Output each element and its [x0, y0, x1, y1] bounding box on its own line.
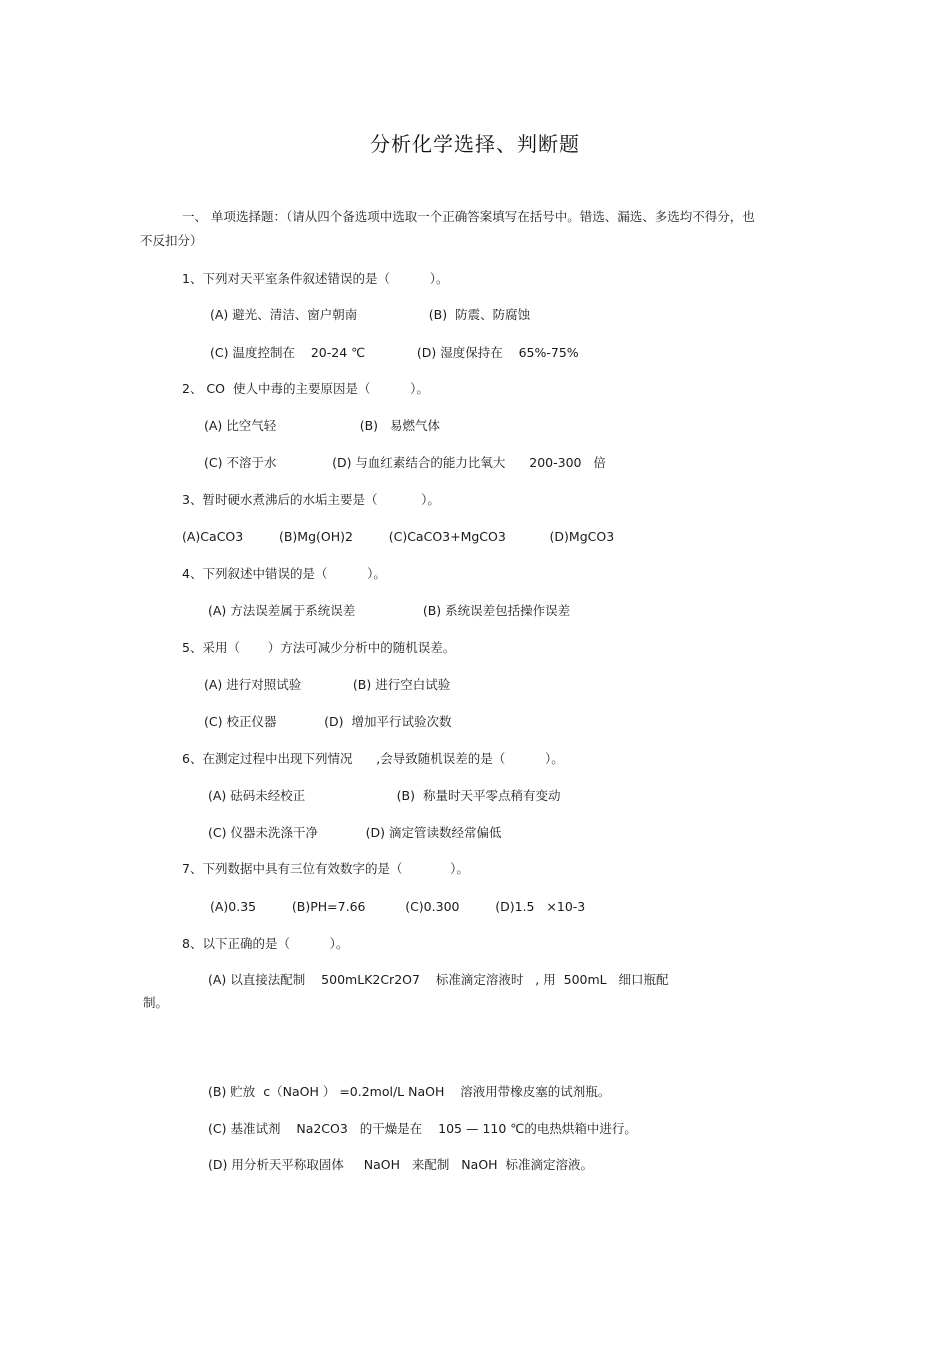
option-line: (C) 基准试剂 Na2CO3 的干燥是在 105 — 110 ℃的电热烘箱中进行。: [208, 1121, 637, 1136]
option-line: (C) 温度控制在 20-24 ℃ (D) 湿度保持在 65%-75%: [210, 345, 579, 360]
question-stem: 5、采用（ ）方法可减少分析中的随机误差。: [182, 640, 456, 655]
question-stem: 3、暂时硬水煮沸后的水垢主要是（ ）。: [182, 492, 440, 507]
question-stem: 2、 CO 使人中毒的主要原因是（ ）。: [182, 381, 429, 396]
option-line: (A) 避光、清洁、窗户朝南 (B) 防震、防腐蚀: [210, 307, 531, 322]
option-line: (B) 贮放 c（NaOH ） =0.2mol/L NaOH 溶液用带橡皮塞的试剂瓶。: [208, 1084, 611, 1099]
option-line: (C) 仪器未洗涤干净 (D) 滴定管读数经常偏低: [208, 825, 502, 840]
option-line: (A)0.35 (B)PH=7.66 (C)0.300 (D)1.5 ×10-3: [210, 899, 586, 914]
page-title: 分析化学选择、判断题: [370, 132, 580, 156]
question-stem: 4、下列叙述中错误的是（ ）。: [182, 566, 386, 581]
option-line: (D) 用分析天平称取固体 NaOH 来配制 NaOH 标准滴定溶液。: [208, 1157, 594, 1172]
option-line: (A)CaCO3 (B)Mg(OH)2 (C)CaCO3+MgCO3 (D)MgCO3: [182, 529, 615, 544]
option-line: (A) 进行对照试验 (B) 进行空白试验: [204, 677, 451, 692]
question-stem: 8、以下正确的是（ ）。: [182, 936, 349, 951]
option-line: (C) 不溶于水 (D) 与血红素结合的能力比氧大 200-300 倍: [204, 455, 606, 470]
option-line: (A) 以直接法配制 500mLK2Cr2O7 标准滴定溶液时 , 用 500mL 细口瓶配: [208, 972, 669, 987]
question-stem: 7、下列数据中具有三位有效数字的是（ ）。: [182, 861, 469, 876]
section-heading: 一、 单项选择题：（请从四个备选项中选取一个正确答案填写在括号中。错选、漏选、多选均不得分，也不反扣分）: [140, 209, 755, 248]
option-line: (A) 比空气轻 (B) 易燃气体: [204, 418, 440, 433]
option-line: (A) 方法误差属于系统误差 (B) 系统误差包括操作误差: [208, 603, 571, 618]
question-stem: 1、下列对天平室条件叙述错误的是（ ）。: [182, 271, 449, 286]
option-line: (A) 砝码未经校正 (B) 称量时天平零点稍有变动: [208, 788, 561, 803]
option-line-continuation: 制。: [143, 995, 169, 1010]
option-line: (C) 校正仪器 (D) 增加平行试验次数: [204, 714, 452, 729]
question-stem: 6、在测定过程中出现下列情况 ,会导致随机误差的是（ ）。: [182, 751, 564, 766]
